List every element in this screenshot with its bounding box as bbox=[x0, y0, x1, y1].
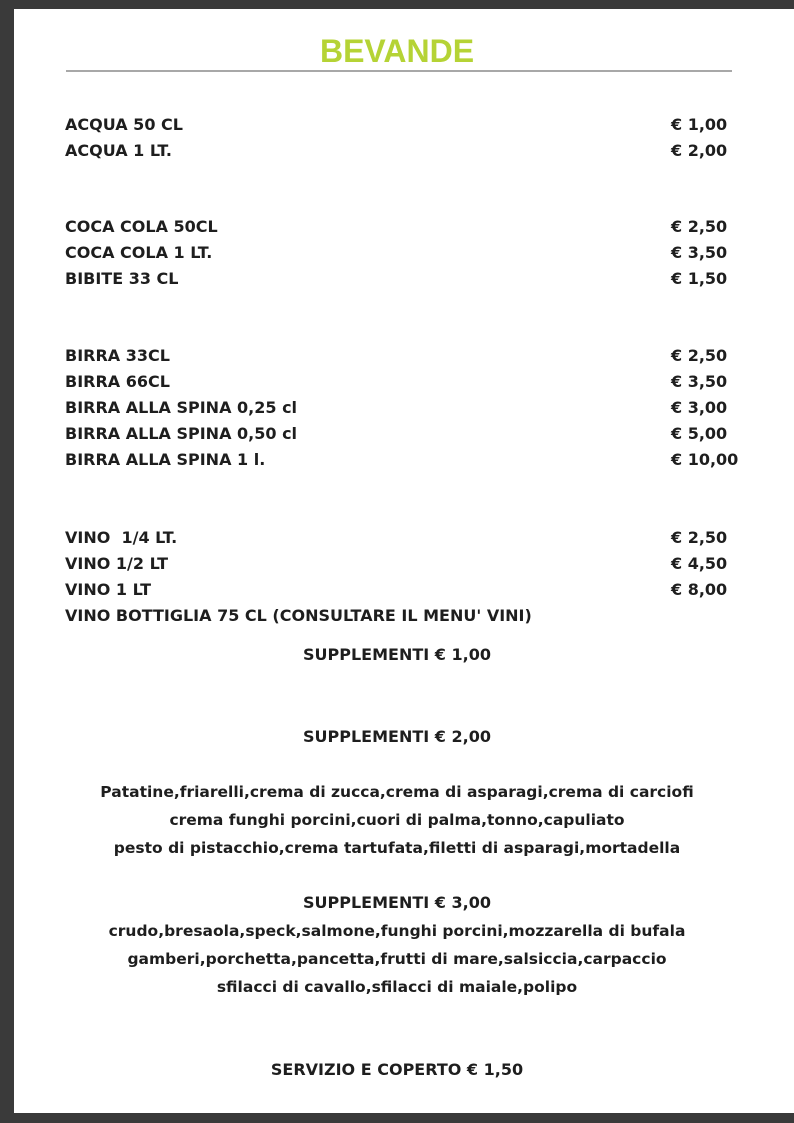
item-price: € 8,00 bbox=[671, 580, 728, 599]
menu-item bbox=[65, 551, 755, 577]
service-charge: SERVIZIO E COPERTO € 1,50 bbox=[270, 1060, 524, 1079]
menu-item bbox=[65, 421, 755, 447]
menu-item bbox=[65, 603, 755, 629]
item-name: BIRRA ALLA SPINA 1 l. bbox=[65, 450, 266, 469]
item-name: VINO 1 LT bbox=[65, 580, 152, 599]
item-price: € 10,00 bbox=[671, 450, 739, 469]
menu-item bbox=[65, 577, 755, 603]
item-name: COCA COLA 50CL bbox=[65, 217, 218, 236]
supplement-heading-3: SUPPLEMENTI € 3,00 bbox=[303, 893, 491, 912]
item-name: VINO 1/4 LT. bbox=[65, 528, 178, 547]
item-name: VINO 1/2 LT bbox=[65, 554, 169, 573]
item-price: € 3,00 bbox=[671, 398, 728, 417]
menu-item bbox=[65, 525, 755, 551]
menu-item bbox=[65, 214, 755, 240]
item-price: € 3,50 bbox=[671, 372, 728, 391]
supplement-list-line: Patatine,friarelli,crema di zucca,crema di asparagi,crema di carciofi bbox=[100, 783, 694, 801]
supplement-heading-1: SUPPLEMENTI € 1,00 bbox=[303, 645, 491, 664]
title-divider bbox=[66, 70, 732, 72]
item-price: € 5,00 bbox=[671, 424, 728, 443]
item-name: COCA COLA 1 LT. bbox=[65, 243, 213, 262]
supplement-heading-2: SUPPLEMENTI € 2,00 bbox=[303, 727, 491, 746]
menu-item bbox=[65, 112, 755, 138]
supplement-list-line: crudo,bresaola,speck,salmone,funghi porcini,mozzarella di bufala bbox=[108, 922, 686, 940]
menu-item bbox=[65, 240, 755, 266]
item-name: BIRRA ALLA SPINA 0,50 cl bbox=[65, 424, 298, 443]
supplement-list-line: gamberi,porchetta,pancetta,frutti di mare,salsiccia,carpaccio bbox=[127, 950, 667, 968]
item-price: € 2,50 bbox=[671, 346, 728, 365]
item-name: VINO BOTTIGLIA 75 CL (CONSULTARE IL MENU' VINI) bbox=[65, 606, 532, 625]
menu-item bbox=[65, 266, 755, 292]
item-name: BIRRA ALLA SPINA 0,25 cl bbox=[65, 398, 298, 417]
menu-item bbox=[65, 395, 755, 421]
supplement-list-line: sfilacci di cavallo,sfilacci di maiale,polipo bbox=[216, 978, 578, 996]
item-price: € 1,50 bbox=[671, 269, 728, 288]
item-name: BIRRA 66CL bbox=[65, 372, 170, 391]
supplement-list-line: pesto di pistacchio,crema tartufata,filetti di asparagi,mortadella bbox=[113, 839, 681, 857]
supplement-list-line: crema funghi porcini,cuori di palma,tonno,capuliato bbox=[169, 811, 625, 829]
item-price: € 2,50 bbox=[671, 528, 728, 547]
item-price: € 2,00 bbox=[671, 141, 728, 160]
item-name: ACQUA 50 CL bbox=[65, 115, 183, 134]
item-name: BIRRA 33CL bbox=[65, 346, 170, 365]
item-name: BIBITE 33 CL bbox=[65, 269, 179, 288]
item-price: € 3,50 bbox=[671, 243, 728, 262]
menu-item bbox=[65, 343, 755, 369]
item-price: € 2,50 bbox=[671, 217, 728, 236]
menu-item bbox=[65, 447, 755, 473]
page-title: BEVANDE bbox=[319, 33, 475, 69]
item-price: € 1,00 bbox=[671, 115, 728, 134]
menu-item bbox=[65, 369, 755, 395]
item-name: ACQUA 1 LT. bbox=[65, 141, 172, 160]
menu-item bbox=[65, 138, 755, 164]
item-price: € 4,50 bbox=[671, 554, 728, 573]
